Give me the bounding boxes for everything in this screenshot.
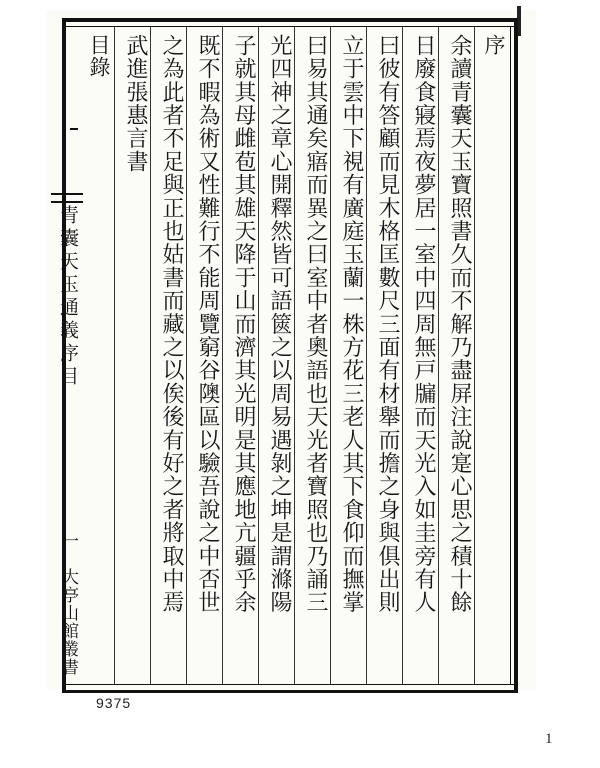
column-rule <box>114 27 115 684</box>
column-rule <box>294 27 295 684</box>
frame-right <box>514 18 518 693</box>
author-signature: 武進張惠言書 <box>123 34 148 174</box>
contents-heading: 目錄 <box>87 34 111 79</box>
column-rule <box>150 27 151 684</box>
frame-right-inner <box>510 26 511 685</box>
column-rule <box>402 27 403 684</box>
frame-bottom-inner <box>66 684 514 685</box>
text-column: 曰彼有答顧而見木格匡數尺三面有材舉而擔之身與俱出則 <box>375 34 400 614</box>
page-number: 1 <box>545 731 553 747</box>
preface-heading: 序 <box>482 34 506 57</box>
text-column: 余讀青囊天玉寶照書久而不解乃盡屏注說寔心思之積十餘 <box>447 34 472 614</box>
column-rule <box>222 27 223 684</box>
catalog-number: 9375 <box>96 695 132 711</box>
column-rule <box>438 27 439 684</box>
text-column: 日廢食寢焉夜夢居一室中四周無戸牖而天光入如圭旁有人 <box>411 34 436 614</box>
gutter-title: 青囊天玉通義序目 <box>55 205 82 389</box>
fishtail-mark <box>70 128 78 176</box>
frame-bottom-outer <box>62 690 517 693</box>
column-rule <box>258 27 259 684</box>
text-column: 曰易其通矣寤而異之曰室中者奧語也天光者寶照也乃誦三 <box>303 34 328 614</box>
text-column: 既不暇為術又性難行不能周覽窮谷隩區以驗吾說之中否世 <box>195 34 220 614</box>
text-column: 光四神之章心開釋然皆可語篋之以周易遇剝之坤是謂滌陽 <box>267 34 292 614</box>
text-column: 之為此者不足與正也姑書而藏之以俟後有好之者將取中焉 <box>159 34 184 614</box>
frame-top-inner <box>66 26 514 27</box>
column-rule <box>366 27 367 684</box>
text-column: 子就其母雌苞其雄天降于山而濟其光明是其應地亢疆乎余 <box>231 34 256 614</box>
column-rule <box>330 27 331 684</box>
column-rule <box>474 27 475 684</box>
frame-top-outer <box>62 18 517 22</box>
text-column: 立于雲中下視有廣庭玉蘭一株方花三老人其下食仰而撫掌 <box>339 34 364 614</box>
column-rule <box>186 27 187 684</box>
gutter-publisher: 一 大亭山館叢書 <box>58 532 78 676</box>
